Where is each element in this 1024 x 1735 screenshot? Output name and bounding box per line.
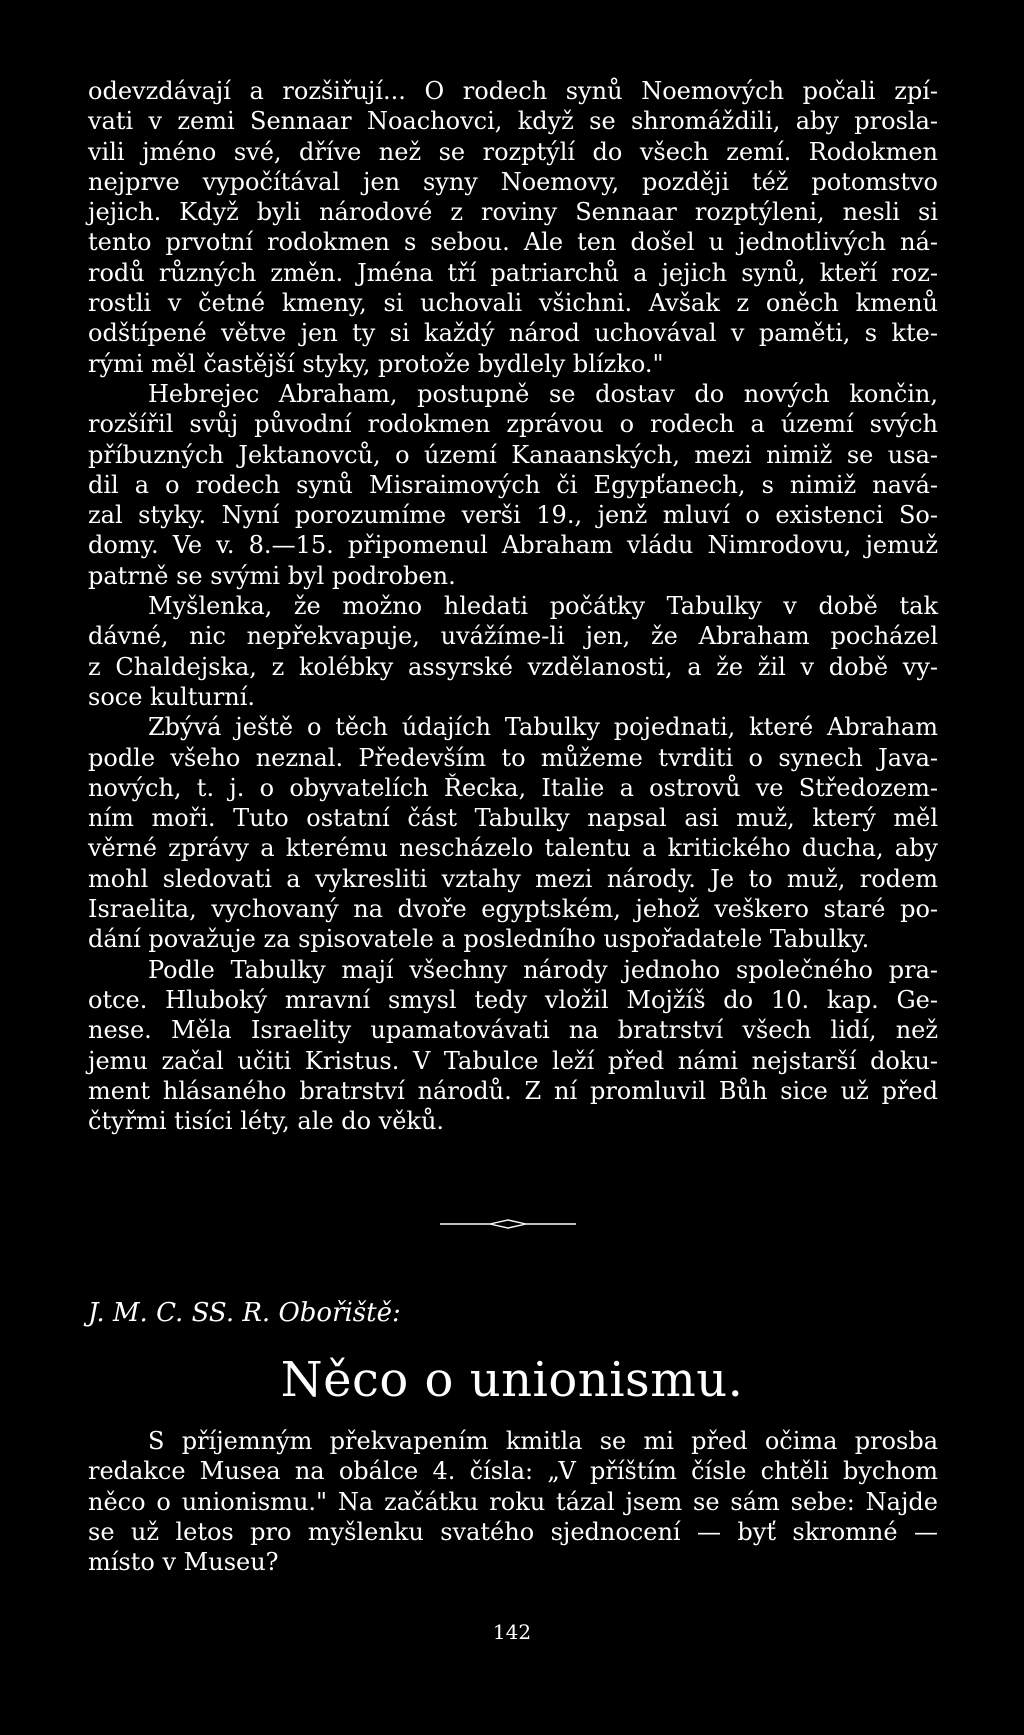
text-line: dil a o rodech synů Misraimových či Egypťanech, s nimiž navá- xyxy=(88,470,938,499)
text-line: rodů různých změn. Jména tří patriarchů a jejich synů, kteří roz- xyxy=(88,258,938,287)
article-intro xyxy=(88,1426,938,1577)
text-line: Hebrejec Abraham, postupně se dostav do nových končin, xyxy=(148,379,938,408)
paragraph-3 xyxy=(88,591,938,712)
text-line: podle všeho neznal. Především to můžeme tvrditi o synech Java- xyxy=(88,743,938,772)
article-body xyxy=(88,76,938,1136)
text-line: věrné zprávy a kterému nescházelo talentu a kritického ducha, aby xyxy=(88,834,938,863)
text-line: nových, t. j. o obyvatelích Řecka, Italie a ostrovů ve Středozem- xyxy=(88,773,938,802)
text-line: se už letos pro myšlenku svatého sjednocení — byť skromné — xyxy=(88,1517,938,1546)
text-line: tento prvotní rodokmen s sebou. Ale ten došel u jednotlivých ná- xyxy=(88,228,938,257)
text-line: jejich. Když byli národové z roviny Sennaar rozptýleni, nesli si xyxy=(88,198,938,227)
text-line: vili jméno své, dříve než se rozptýlí do všech zemí. Rodokmen xyxy=(88,137,938,166)
text-line: nese. Měla Israelity upamatovávati na bratrství všech lidí, než xyxy=(88,1016,938,1045)
paragraph-4 xyxy=(88,712,938,954)
page-number: 142 xyxy=(492,1620,532,1644)
text-line: otce. Hluboký mravní smysl tedy vložil Mojžíš do 10. kap. Ge- xyxy=(88,985,938,1014)
paragraph-6 xyxy=(88,1426,938,1577)
article-author: J. M. C. SS. R. Obořiště: xyxy=(88,1298,401,1328)
text-line: Israelita, vychovaný na dvoře egyptském, jehož veškero staré po- xyxy=(88,895,938,924)
text-line: místo v Museu? xyxy=(88,1548,279,1577)
text-line: odštípené větve jen ty si každý národ uchovával v paměti, s kte- xyxy=(88,319,938,348)
text-line: ment hlásaného bratrství národů. Z ní promluvil Bůh sice už před xyxy=(88,1076,938,1105)
text-line: soce kulturní. xyxy=(88,682,256,711)
text-line: mohl sledovati a vykresliti vztahy mezi národy. Je to muž, rodem xyxy=(88,864,938,893)
text-line: příbuzných Jektanovců, o území Kanaanských, mezi nimiž se usa- xyxy=(88,440,938,469)
text-line: nejprve vypočítával jen syny Noemovy, později též potomstvo xyxy=(88,167,938,196)
text-line: vati v zemi Sennaar Noachovci, když se shromáždili, aby prosla- xyxy=(88,107,938,136)
text-line: odevzdávají a rozšiřují... O rodech synů Noemových počali zpí- xyxy=(88,77,938,105)
text-line: S příjemným překvapením kmitla se mi před očima prosba xyxy=(148,1427,938,1455)
paragraph-1 xyxy=(88,76,938,379)
text-line: dávné, nic nepřekvapuje, uvážíme-li jen, že Abraham pocházel xyxy=(88,622,938,651)
text-line: z Chaldejska, z kolébky assyrské vzdělanosti, a že žil v době vy- xyxy=(88,652,938,681)
text-line: něco o unionismu." Na začátku roku tázal jsem se sám sebe: Najde xyxy=(88,1487,938,1516)
text-line: rými měl častější styky, protože bydlely blízko." xyxy=(88,349,664,378)
text-line: Podle Tabulky mají všechny národy jednoho společného pra- xyxy=(148,955,938,984)
text-line: redakce Musea na obálce 4. čísla: „V příštím čísle chtěli bychom xyxy=(88,1457,938,1486)
paragraph-5 xyxy=(88,955,938,1137)
text-line: čtyřmi tisíci léty, ale do věků. xyxy=(88,1107,445,1136)
text-line: ním moři. Tuto ostatní část Tabulky napsal asi muž, který měl xyxy=(88,804,938,833)
text-line: zal styky. Nyní porozumíme verši 19., jenž mluví o existenci So- xyxy=(88,501,938,530)
text-line: patrně se svými byl podroben. xyxy=(88,561,456,590)
text-line: jemu začal učiti Kristus. V Tabulce leží před námi nejstarší doku- xyxy=(88,1046,938,1075)
text-line: Zbývá ještě o těch údajích Tabulky pojednati, které Abraham xyxy=(148,713,938,742)
text-line: dání považuje za spisovatele a posledního uspořadatele Tabulky. xyxy=(88,925,870,954)
section-divider-ornament xyxy=(440,1219,576,1229)
paragraph-2 xyxy=(88,379,938,591)
text-line: Myšlenka, že možno hledati počátky Tabulky v době tak xyxy=(148,592,938,621)
text-line: domy. Ve v. 8.—15. připomenul Abraham vládu Nimrodovu, jemuž xyxy=(88,531,938,560)
article-title: Něco o unionismu. xyxy=(280,1352,744,1408)
text-line: rozšířil svůj původní rodokmen zprávou o rodech a území svých xyxy=(88,410,938,439)
text-line: rostli v četné kmeny, si uchovali všichni. Avšak z oněch kmenů xyxy=(88,289,938,318)
